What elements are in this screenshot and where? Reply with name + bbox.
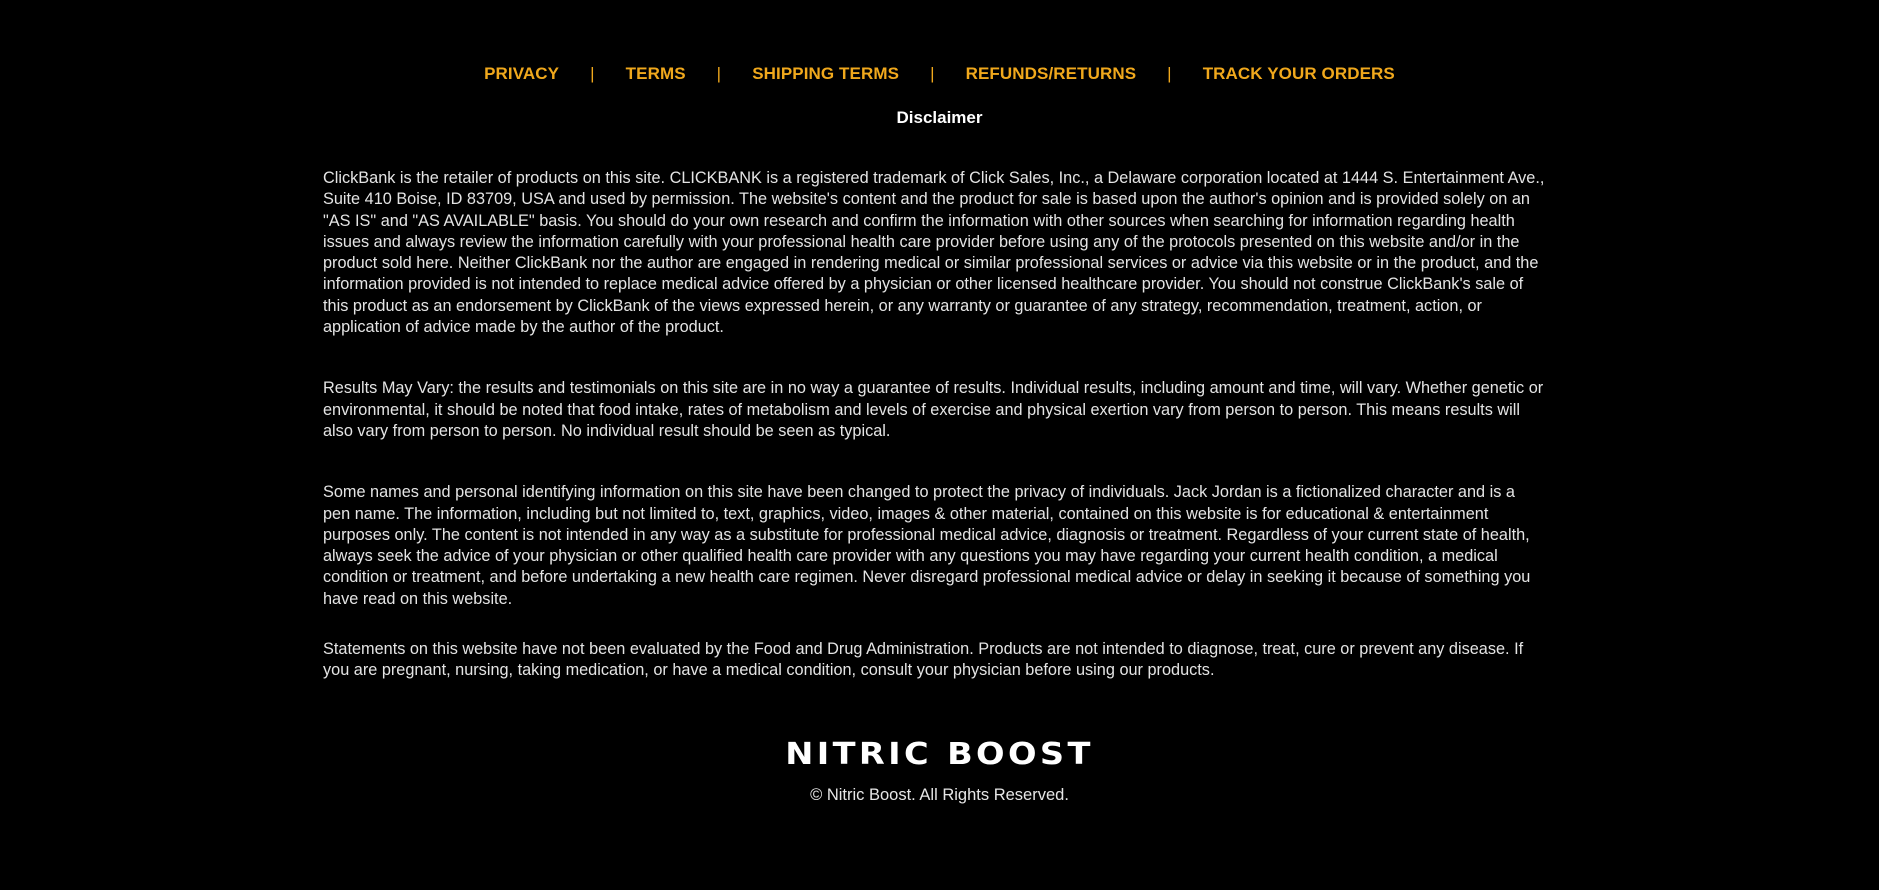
- nitric-boost-logo: NITRIC BOOST: [785, 737, 1094, 772]
- disclaimer-paragraph-fda: Statements on this website have not been evaluated by the Food and Drug Administration. Products are not intended to diagnose, treat, cure or prevent any disease. If you are pregnant, nursing, taking medication, or have a medical condition, consult your physician before using our products.: [323, 640, 1524, 680]
- nav-separator: |: [716, 64, 722, 83]
- privacy-link[interactable]: PRIVACY: [484, 64, 560, 83]
- disclaimer-paragraph-results: Results May Vary: the results and testimonials on this site are in no way a guarantee of results. Individual results, including amount and time, will vary. Whether genetic or environmental, it should be noted that food intake, rates of metabolism and levels of exercise and physical exertion vary from person to person. This means results will also vary from person to person. No individual result should be seen as typical.: [323, 379, 1544, 440]
- refunds-returns-link[interactable]: REFUNDS/RETURNS: [965, 64, 1137, 83]
- disclaimer-title: Disclaimer: [896, 108, 983, 127]
- nav-separator: |: [1167, 64, 1172, 83]
- terms-link[interactable]: TERMS: [625, 64, 686, 83]
- footer-nav: [0, 64, 1879, 84]
- copyright-text: © Nitric Boost. All Rights Reserved.: [810, 786, 1069, 804]
- nav-separator: |: [590, 64, 595, 83]
- track-orders-link[interactable]: TRACK YOUR ORDERS: [1202, 64, 1395, 83]
- disclaimer-content: [323, 168, 1545, 682]
- disclaimer-paragraph-privacy: Some names and personal identifying information on this site have been changed to protect the privacy of individuals. Jack Jordan is a fictionalized character and is a pen name. The information, including but not limited to, text, graphics, video, images & other material, contained on this website is for educational & entertainment purposes only. The content is not intended in any way as a substitute for professional medical advice, diagnosis or treatment. Regardless of your current state of health, always seek the advice of your physician or other qualified health care provider with any questions you may have regarding your current health condition, a medical condition or treatment, and before undertaking a new health care regimen. Never disregard professional medical advice or delay in seeking it because of something you have read on this website.: [323, 483, 1531, 608]
- disclaimer-paragraph-clickbank: ClickBank is the retailer of products on this site. CLICKBANK is a registered trademark of Click Sales, Inc., a Delaware corporation located at 1444 S. Entertainment Ave., Suite 410 Boise, ID 83709, USA and used by permission. The website's content and the product for sale is based upon the author's opinion and is provided solely on an "AS IS" and "AS AVAILABLE" basis. You should do your own research and confirm the information with other sources when searching for information regarding health issues and always review the information carefully with your professional health care provider before using any of the protocols presented on this website and/or in the product sold here. Neither ClickBank nor the author are engaged in rendering medical or similar professional services or advice via this website or in the product, and the information provided is not intended to replace medical advice offered by a physician or other licensed healthcare provider. You should not construe ClickBank's sale of this product as an endorsement by ClickBank of the views expressed herein, or any warranty or guarantee of any strategy, recommendation, treatment, action, or application of advice made by the author of the product.: [323, 169, 1545, 337]
- nav-separator: |: [930, 64, 935, 83]
- shipping-terms-link[interactable]: SHIPPING TERMS: [752, 64, 900, 83]
